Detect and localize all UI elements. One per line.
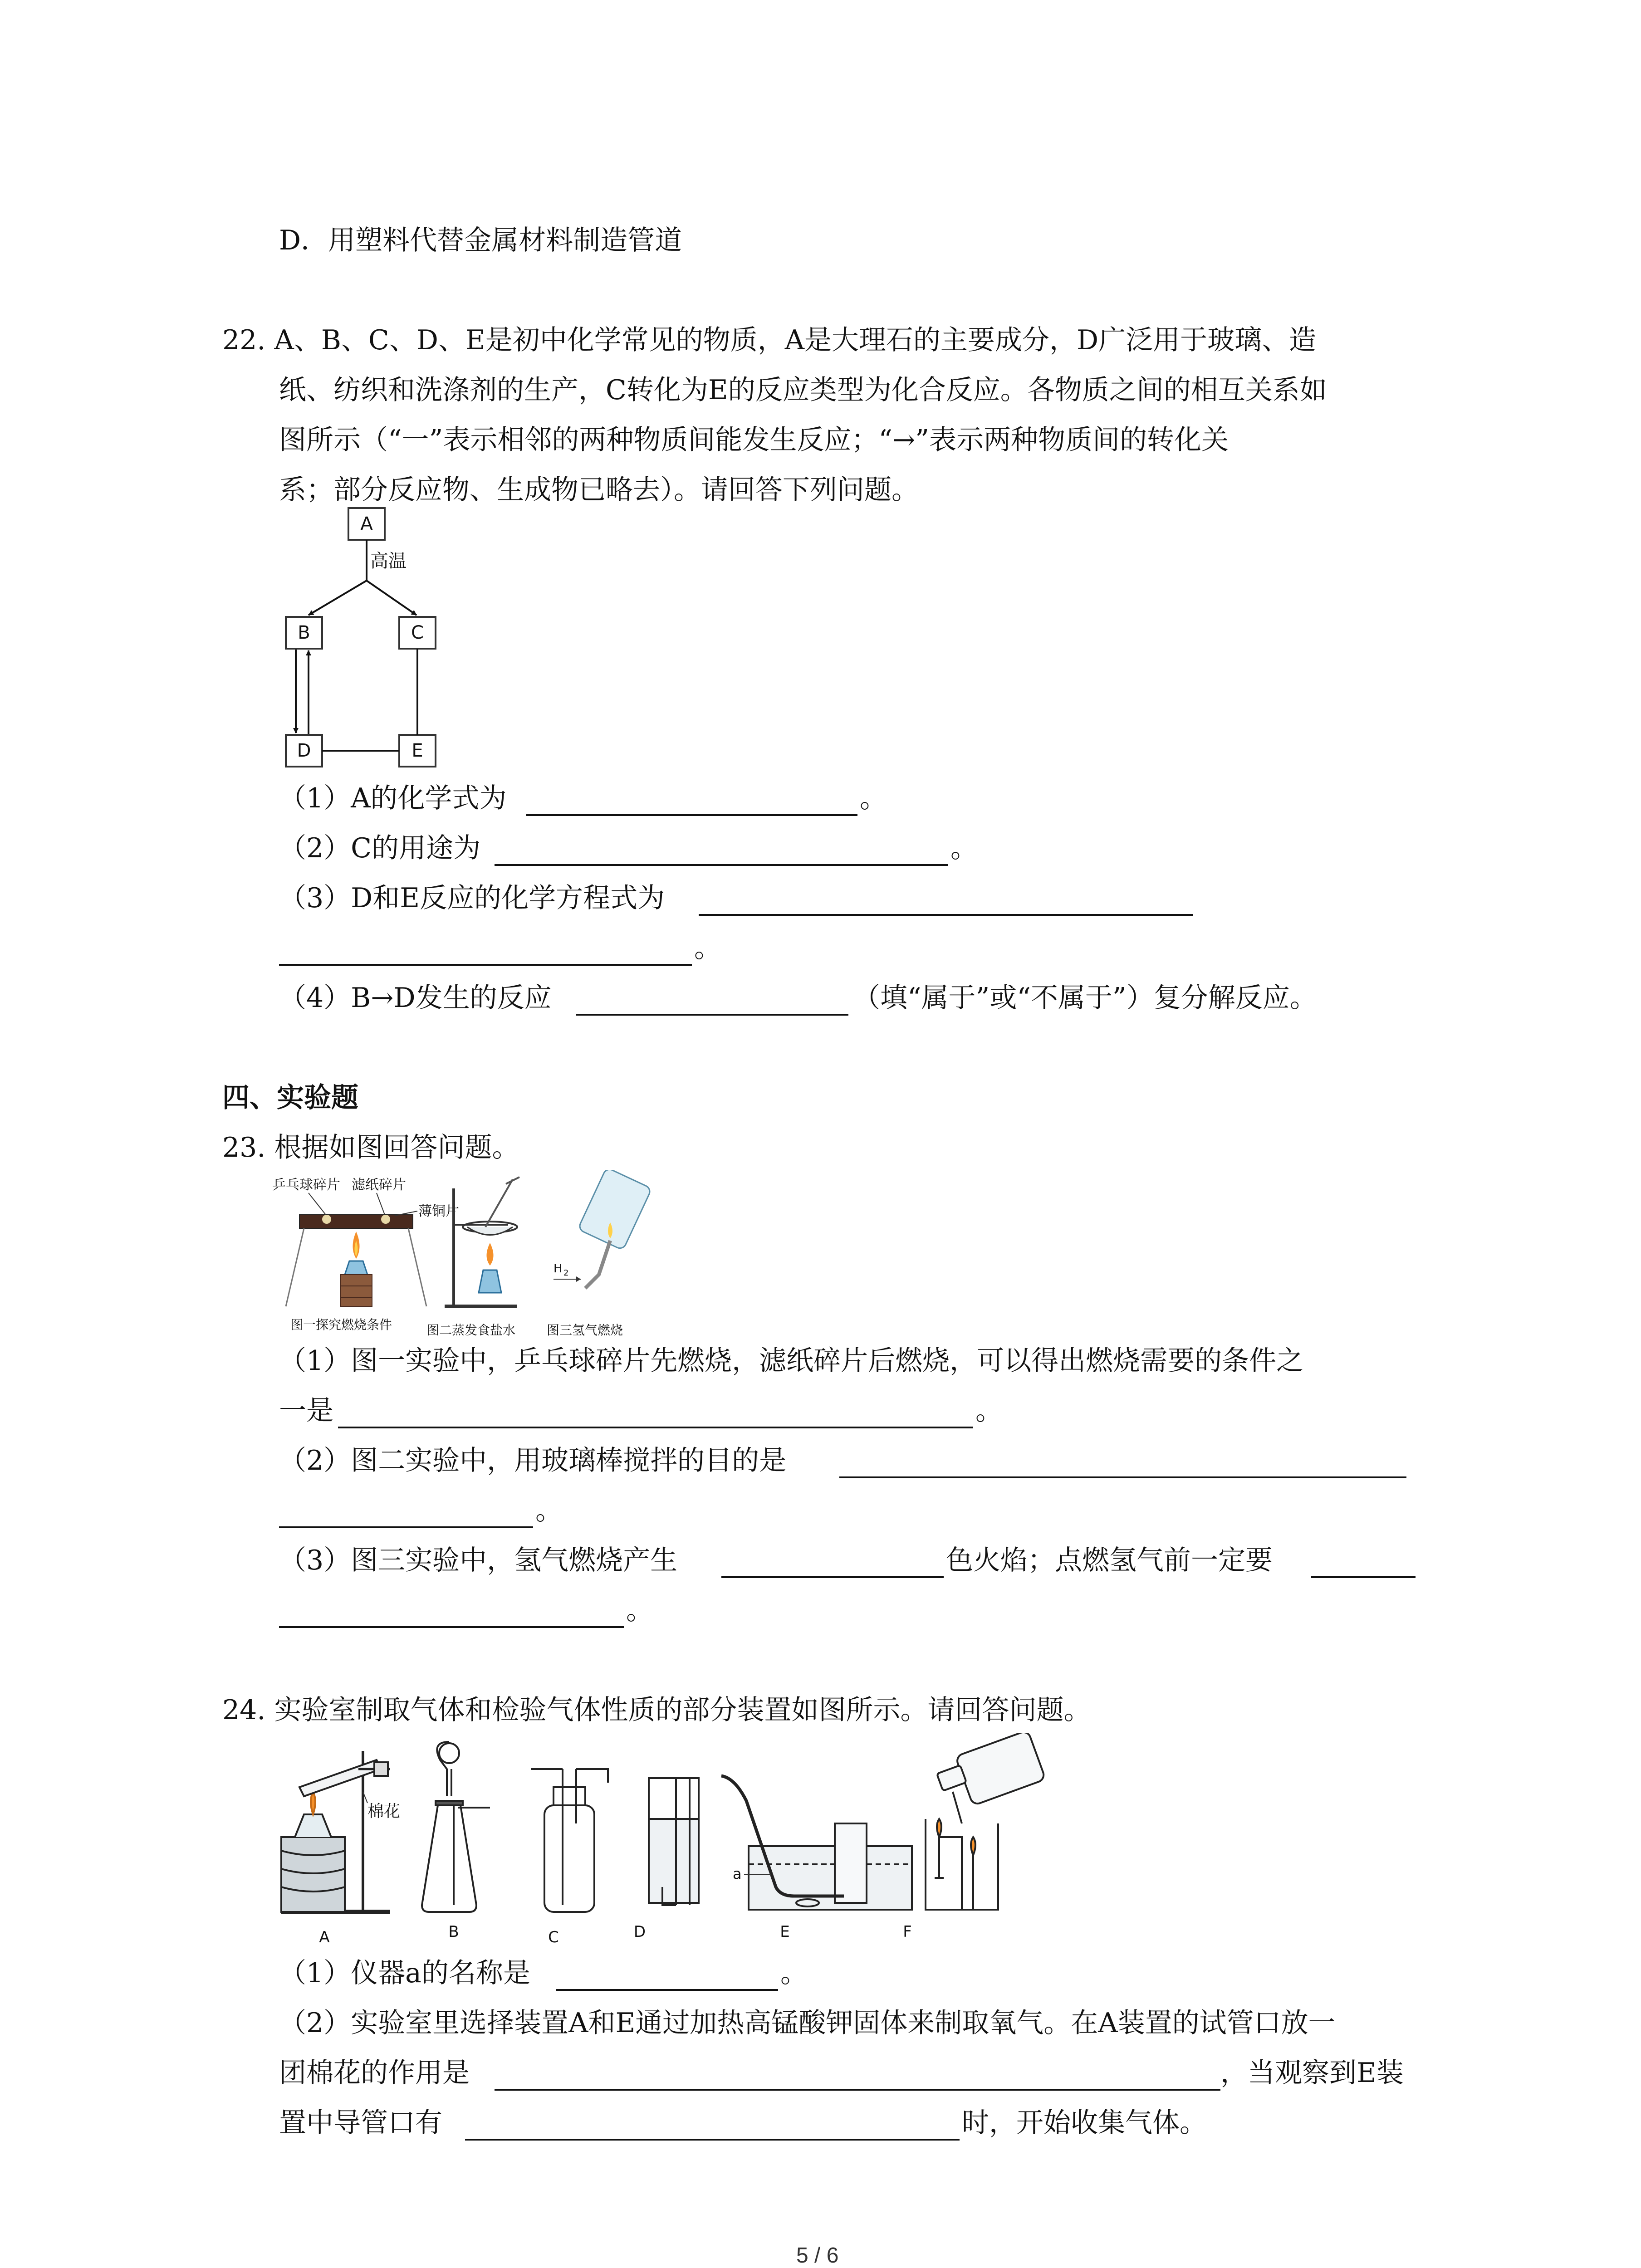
q22-sub3-answer-blank-1[interactable] (699, 914, 1193, 916)
q24-apparatus-figure (272, 1733, 1053, 1950)
q24-sub1-answer-blank[interactable] (556, 1989, 778, 1991)
q23-sub1-period: 。 (975, 1395, 1003, 1427)
apparatus-c (531, 1769, 608, 1912)
label-copper: 薄铜片 (418, 1203, 459, 1219)
label-instrument-a: a (733, 1865, 742, 1882)
caption-b: B (448, 1923, 459, 1941)
q24-sub2-line2-start: 团棉花的作用是 (279, 2057, 470, 2089)
q24-sub2-line3-start: 置中导管口有 (279, 2107, 442, 2139)
caption-f: F (903, 1923, 912, 1941)
node-a: A (360, 513, 373, 534)
fig1-combustion-setup (286, 1215, 426, 1306)
q22-sub1-answer-blank[interactable] (526, 814, 857, 816)
caption-e: E (780, 1923, 790, 1941)
apparatus-a (281, 1751, 390, 1912)
label-pingpong: 乒乓球碎片 (272, 1177, 340, 1193)
q24-sub2-line1: （2）实验室里选择装置A和E通过加热高锰酸钾固体来制取氧气。在A装置的试管口放一 (279, 2007, 1336, 2039)
fig2-evaporation-setup (445, 1177, 519, 1306)
apparatus-f (926, 1733, 1046, 1910)
q23-sub1-line1: （1）图一实验中，乒乓球碎片先燃烧，滤纸碎片后燃烧，可以得出燃烧需要的条件之 (279, 1345, 1304, 1377)
page-number: 5 / 6 (796, 2244, 839, 2268)
q22-sub3: （3）D和E反应的化学方程式为 (279, 882, 665, 914)
node-c: C (411, 622, 424, 643)
q23-sub3-answer-blank-2[interactable] (1311, 1576, 1416, 1578)
q24-sub2-line3-end: 时，开始收集气体。 (962, 2107, 1207, 2139)
q21-option-d: D．用塑料代替金属材料制造管道 (279, 225, 682, 256)
q22-sub4: （4）B→D发生的反应 (279, 982, 552, 1014)
q23-sub3-mid: 色火焰；点燃氢气前一定要 (946, 1545, 1273, 1576)
q23-sub3-answer-blank-1[interactable] (721, 1576, 944, 1578)
q22-sub2-period: 。 (950, 832, 978, 864)
q22-relation-diagram (272, 503, 463, 776)
apparatus-e (721, 1776, 912, 1910)
q22-stem-line4: 系；部分反应物、生成物已略去）。请回答下列问题。 (279, 474, 919, 506)
apparatus-b (422, 1742, 490, 1912)
q22-sub1: （1）A的化学式为 (279, 782, 507, 814)
q24-sub1-period: 。 (780, 1957, 808, 1989)
caption-a: A (319, 1928, 330, 1946)
q23-experiment-figure (272, 1170, 690, 1343)
q23-stem: 23. 根据如图回答问题。 (222, 1132, 519, 1163)
q22-sub2: （2）C的用途为 (279, 832, 481, 864)
q23-sub2: （2）图二实验中，用玻璃棒搅拌的目的是 (279, 1445, 787, 1476)
q23-sub1-line2: 一是 (279, 1395, 333, 1427)
caption-c: C (548, 1928, 559, 1946)
q22-sub4-answer-blank[interactable] (576, 1014, 848, 1016)
node-e: E (411, 740, 423, 761)
q23-sub2-answer-blank-1[interactable] (839, 1476, 1406, 1478)
q22-sub3-answer-blank-2[interactable] (279, 964, 692, 966)
caption-d: D (633, 1923, 646, 1941)
apparatus-d (649, 1778, 699, 1905)
q22-stem-line1: 22. A、B、C、D、E是初中化学常见的物质，A是大理石的主要成分，D广泛用于玻璃、造 (222, 324, 1317, 356)
q24-stem: 24. 实验室制取气体和检验气体性质的部分装置如图所示。请回答问题。 (222, 1694, 1091, 1726)
q24-sub2-answer-blank-2[interactable] (465, 2139, 960, 2141)
caption-fig1: 图一探究燃烧条件 (290, 1317, 392, 1332)
q23-sub2-answer-blank-2[interactable] (279, 1526, 533, 1528)
caption-fig3: 图三氢气燃烧 (547, 1323, 623, 1338)
q22-stem-line2: 纸、纺织和洗涤剂的生产，C转化为E的反应类型为化合反应。各物质之间的相互关系如 (279, 374, 1327, 406)
q22-sub1-period: 。 (860, 782, 887, 814)
q23-sub2-period: 。 (535, 1495, 563, 1526)
q23-sub3: （3）图三实验中，氢气燃烧产生 (279, 1545, 678, 1576)
caption-fig2: 图二蒸发食盐水 (426, 1323, 516, 1338)
q24-sub2-line2-end: ，当观察到E装 (1220, 2057, 1404, 2089)
q23-sub1-answer-blank[interactable] (338, 1427, 973, 1428)
q23-sub3-period: 。 (626, 1594, 653, 1626)
q22-sub2-answer-blank[interactable] (495, 864, 948, 866)
q22-stem-line3: 图所示（“一”表示相邻的两种物质间能发生反应；“→”表示两种物质间的转化关 (279, 424, 1229, 456)
condition-label: 高温 (370, 551, 407, 572)
label-cotton: 棉花 (367, 1802, 401, 1821)
q23-sub3-answer-blank-3[interactable] (279, 1626, 624, 1628)
q24-sub1: （1）仪器a的名称是 (279, 1957, 530, 1989)
node-b: B (298, 622, 310, 643)
q22-sub4-note: （填“属于”或“不属于”）复分解反应。 (853, 982, 1317, 1014)
q22-sub3-period: 。 (694, 932, 721, 964)
label-h2: H (554, 1262, 563, 1276)
node-d: D (297, 740, 311, 761)
q24-sub2-answer-blank-1[interactable] (495, 2089, 1220, 2091)
fig3-hydrogen-burning-setup (578, 1170, 652, 1288)
section-title: 四、实验题 (222, 1082, 358, 1114)
label-filterpaper: 滤纸碎片 (352, 1177, 406, 1193)
label-h2-subscript: 2 (563, 1268, 569, 1278)
